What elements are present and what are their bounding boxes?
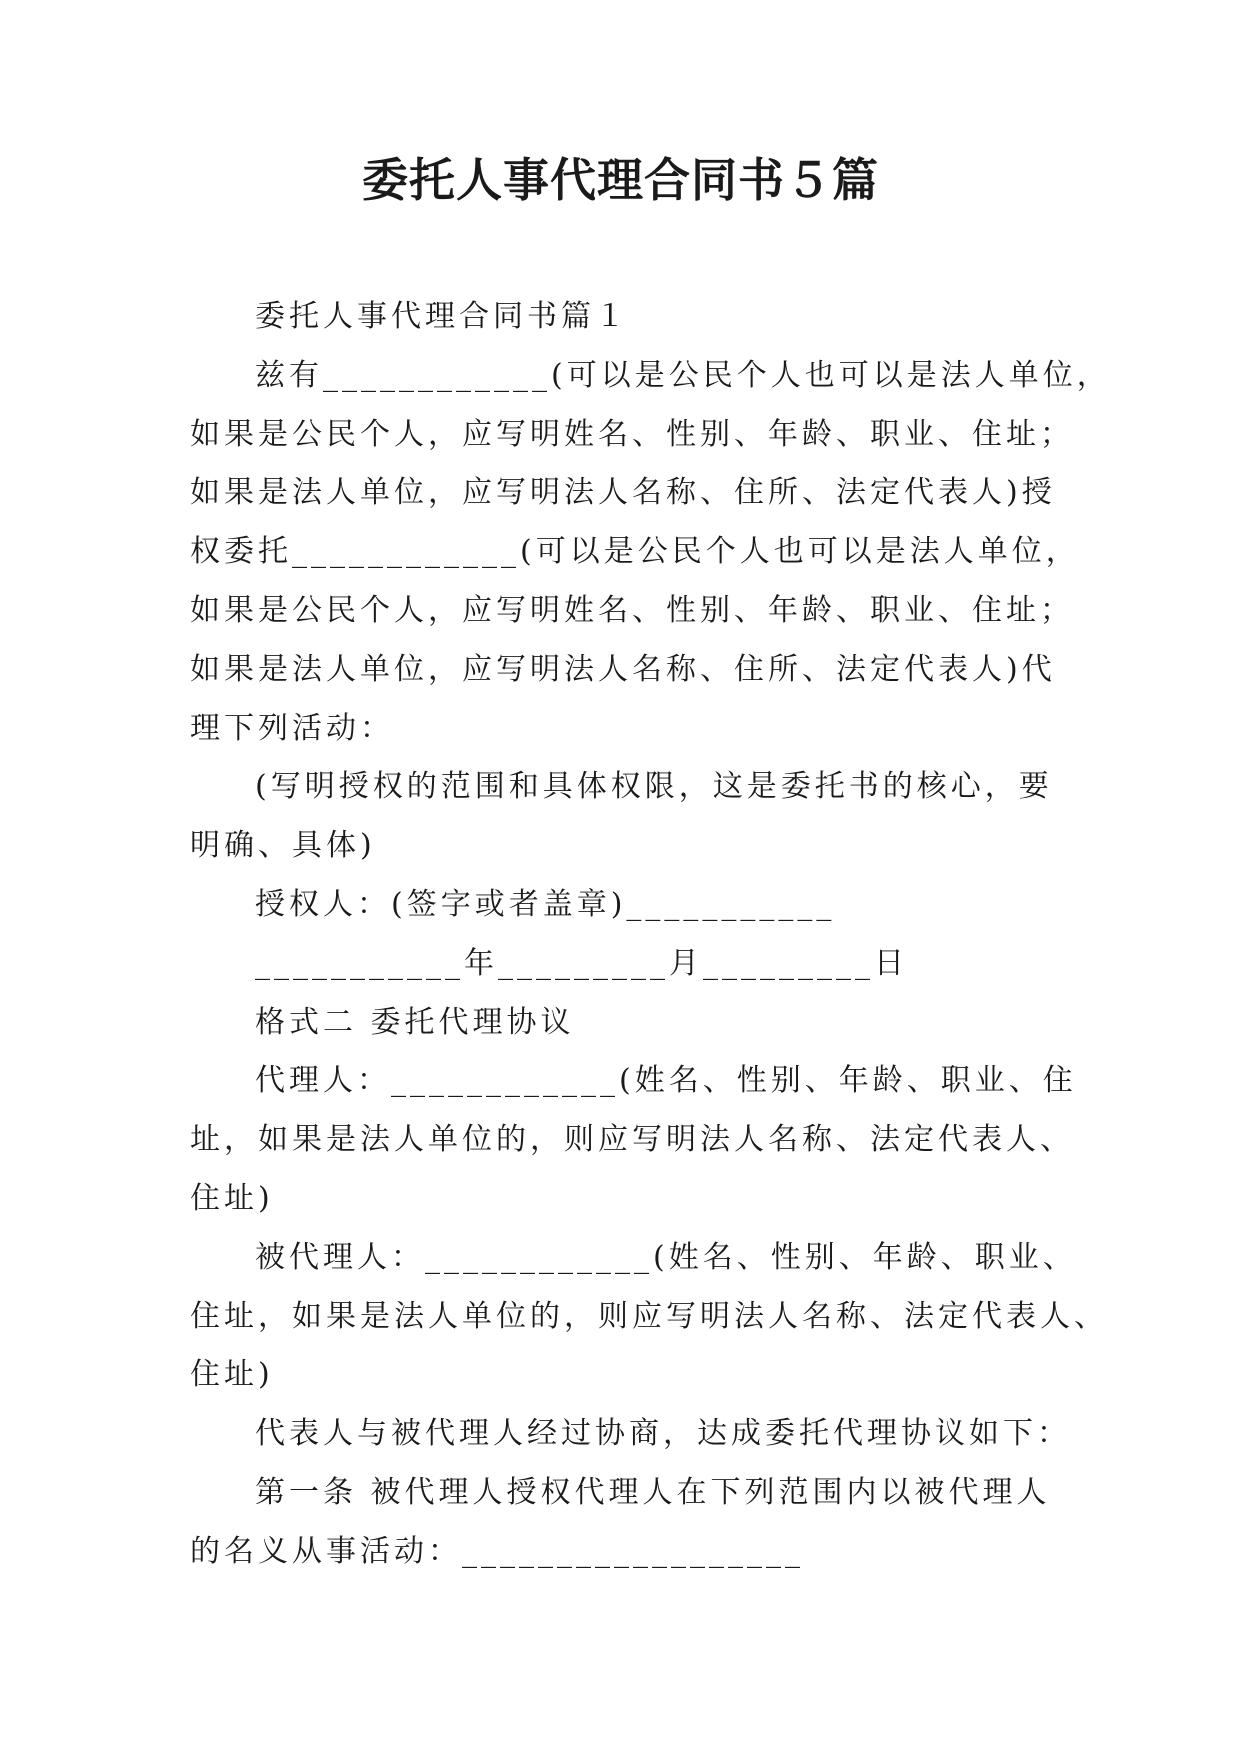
- section-heading-1: 委托人事代理合同书篇１: [255, 299, 629, 334]
- paragraph-line: 被代理人：____________(姓名、性别、年龄、职业、: [255, 1239, 1077, 1275]
- paragraph-line: 如果是公民个人，应写明姓名、性别、年龄、职业、住址；: [190, 592, 1074, 628]
- article-line: 第一条 被代理人授权代理人在下列范围内以被代理人: [255, 1474, 1051, 1510]
- paragraph-line: 代表人与被代理人经过协商，达成委托代理协议如下：: [255, 1416, 1071, 1452]
- paragraph-line: 的名义从事活动：__________________: [190, 1533, 804, 1569]
- paragraph-line: 住址): [190, 1357, 274, 1393]
- paragraph-line: 住址): [190, 1180, 274, 1216]
- signature-line: 授权人：(签字或者盖章)___________: [255, 886, 836, 922]
- paragraph-line: 如果是法人单位，应写明法人名称、住所、法定代表人)代: [190, 651, 1056, 687]
- paragraph-line: 兹有____________(可以是公民个人也可以是法人单位，: [255, 357, 1111, 393]
- document-title: 委托人事代理合同书５篇: [362, 153, 879, 207]
- paragraph-line: 如果是法人单位，应写明法人名称、住所、法定代表人)授: [190, 475, 1056, 511]
- paragraph-line: 如果是公民个人，应写明姓名、性别、年龄、职业、住址；: [190, 416, 1074, 452]
- paragraph-line: 住址，如果是法人单位的，则应写明法人名称、法定代表人、: [190, 1298, 1108, 1334]
- paragraph-line: 代理人：____________(姓名、性别、年龄、职业、住: [255, 1063, 1077, 1099]
- paragraph-line: 址，如果是法人单位的，则应写明法人名称、法定代表人、: [190, 1122, 1074, 1158]
- date-line: ___________年_________月_________日: [255, 945, 908, 981]
- paragraph-line: 权委托____________(可以是公民个人也可以是法人单位，: [190, 534, 1080, 570]
- section-heading-2: 格式二 委托代理协议: [255, 1004, 575, 1040]
- paragraph-line: 明确、具体): [190, 828, 376, 864]
- paragraph-line: (写明授权的范围和具体权限，这是委托书的核心，要: [255, 769, 1053, 805]
- paragraph-line: 理下列活动：: [190, 710, 394, 746]
- document-body: [190, 288, 1111, 1582]
